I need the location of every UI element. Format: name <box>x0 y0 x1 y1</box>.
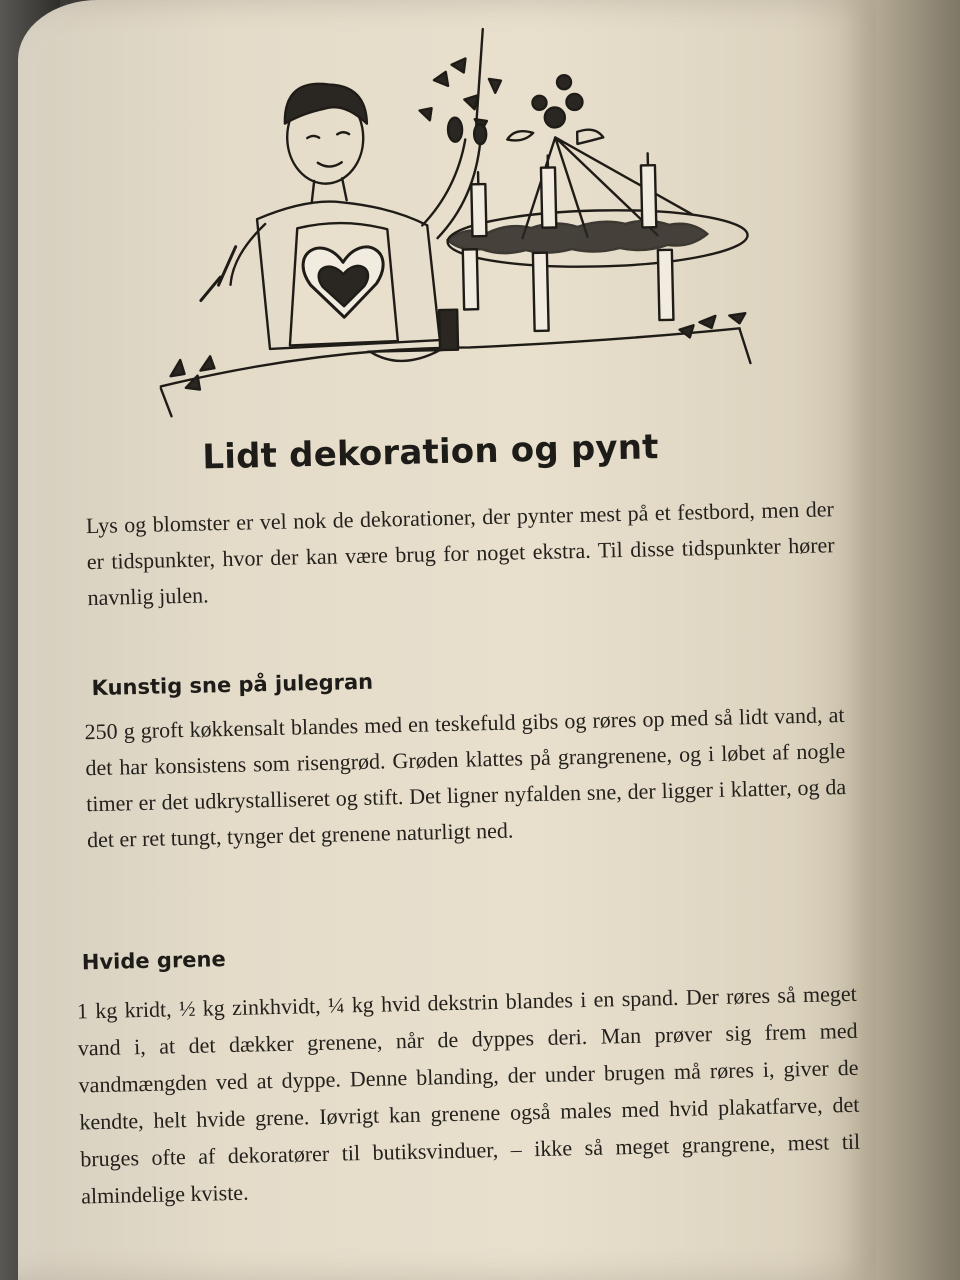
page-title: Lidt dekoration og pynt <box>201 427 660 478</box>
section-heading-kunstig-sne: Kunstig sne på julegran <box>91 669 374 701</box>
page-content <box>2 0 889 1280</box>
woman-decorating-advent-wreath-illustration <box>132 2 781 436</box>
intro-paragraph: Lys og blomster er vel nok de dekorationer, der pynter mest på et festbord, men der er tidspunkter, hvor der kan være brug for noget ekstra. Til disse tidspunkter hører navnlig julen. <box>85 496 835 611</box>
book-page <box>18 0 876 1280</box>
section-heading-hvide-grene: Hvide grene <box>81 947 226 975</box>
section-body-kunstig-sne: 250 g groft køkkensalt blandes med en teskefuld gibs og røres op med så lidt vand, at det har konsistens som risengrød. Grøden klattes på grangrenene, og i løbet af nogle timer er det udkrystalliseret og stift. Det ligner nyfalden sne, der ligger i klatter, og da det er ret tungt, tynger det grenene naturligt ned. <box>84 702 847 853</box>
section-body-hvide-grene: 1 kg kridt, ½ kg zinkhvidt, ¼ kg hvid dekstrin blandes i en spand. Der røres så meget vand i, at det dækker grenene, når de dyppes deri. Man prøver sig frem med vandmængden ved at dyppe. Denne blanding, der under brugen må røres i, giver de kendte, helt hvide grene. Iøvrigt kan grenene også males med hvid plakatfarve, det bruges ofte af dekoratører til butiksvinduer, – ikke så meget grangrene, mest til almindelige kviste. <box>76 980 861 1209</box>
